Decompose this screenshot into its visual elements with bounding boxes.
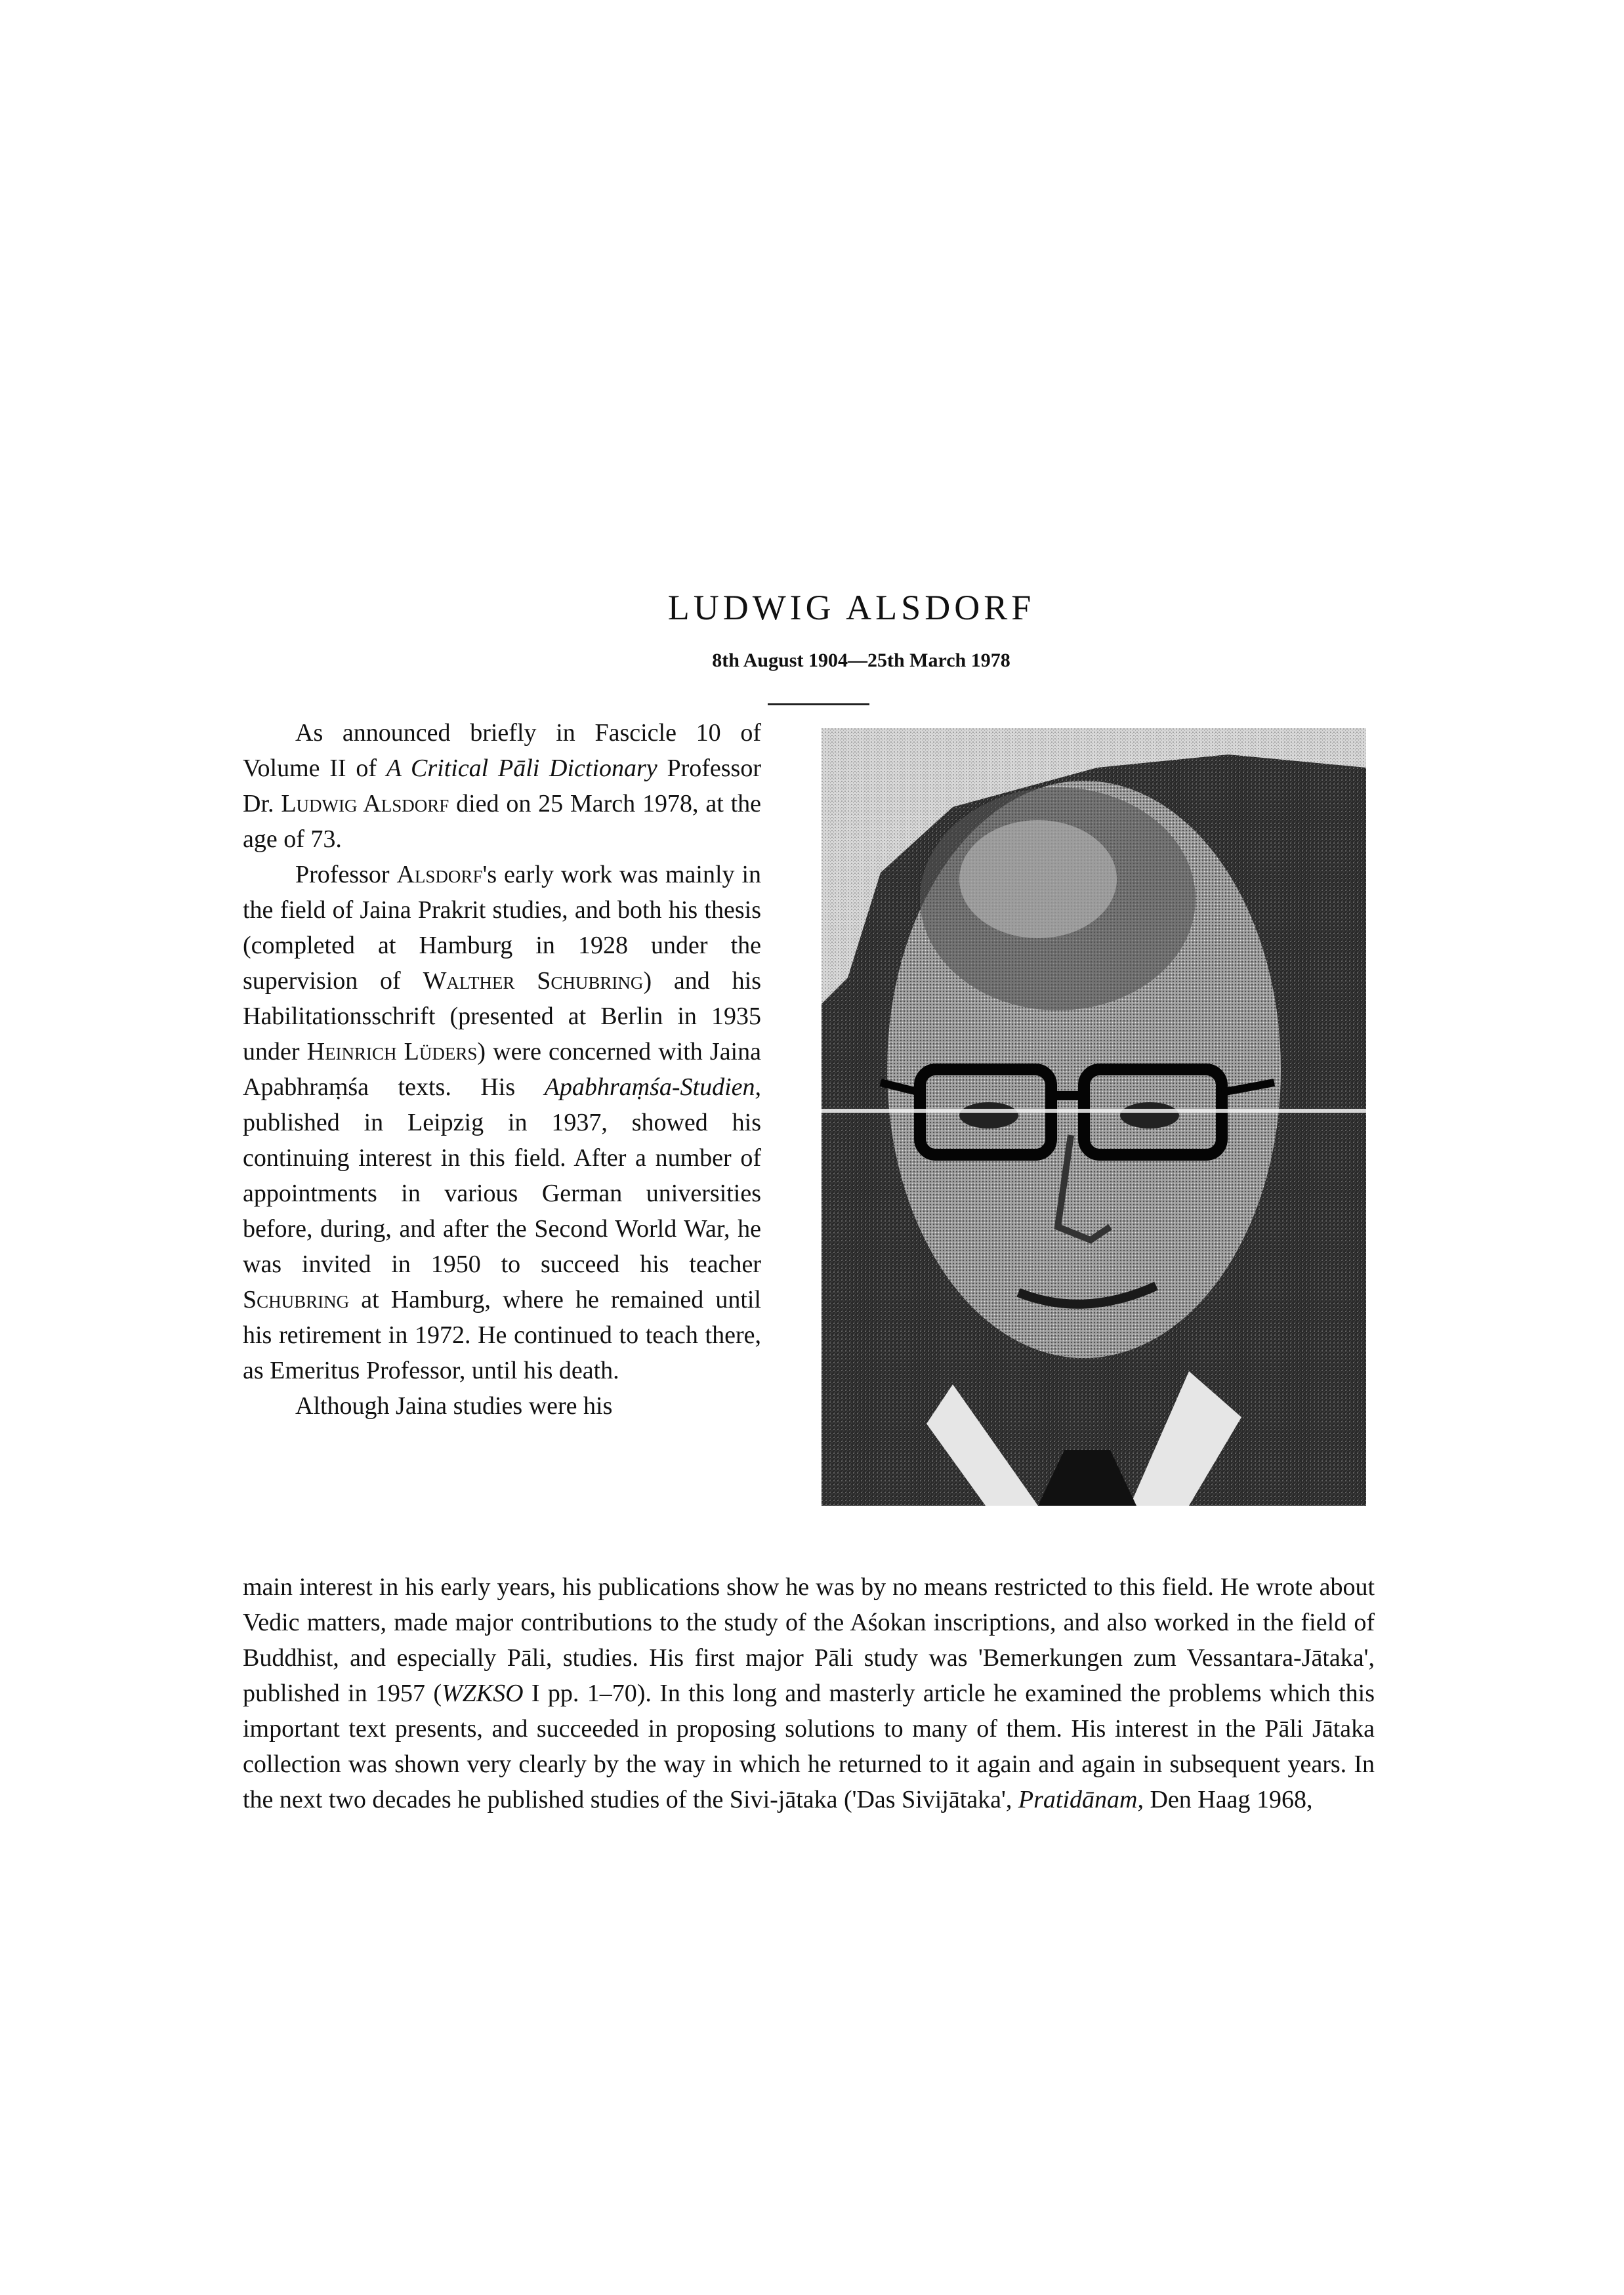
p3-pratidanam-title: Pratidānam, (1018, 1786, 1144, 1813)
p1-name-alsdorf: Ludwig Alsdorf (281, 790, 449, 817)
text-column-narrow (243, 715, 761, 1424)
paragraph-3-start (243, 1388, 761, 1424)
paragraph-1 (243, 715, 761, 857)
p3-journal-title: WZKSO (442, 1680, 524, 1707)
p2-text-3: 's early work was mainly in the field of Jaina Prakrit studies, and both his thesis (completed at Hamburg in 1928 under the supervision of (243, 861, 761, 995)
p2-text-5: ) and his Habilitationsschrift (presented at Berlin in 1935 under (243, 967, 761, 1065)
life-dates: 8th August 1904—25th March 1978 (712, 650, 1010, 671)
p2-book-title: Apabhraṃśa-Studien, (544, 1073, 761, 1101)
text-column-wide (243, 1569, 1375, 1817)
portrait-photo (822, 728, 1366, 1506)
p1-text-1: As announced briefly in Fascicle 10 of Volume II of (243, 719, 761, 782)
p2-text-9: published in Leipzig in 1937, showed his continuing interest in this field. After a number of appointments in various German universities before, during, and after the Second World War, he was invited in 1950 to succeed his teacher (243, 1109, 761, 1278)
page-title: LUDWIG ALSDORF (667, 588, 1035, 627)
p2-text-1: Professor (295, 861, 397, 888)
p2-name-schubring-full: Walther Schubring (423, 967, 644, 995)
p3-text-1: Although Jaina studies were his (295, 1392, 613, 1420)
paragraph-2 (243, 857, 761, 1388)
p1-text-5: died on 25 March 1978, at the age of 73. (243, 790, 762, 853)
p2-name-schubring: Schubring (243, 1286, 350, 1313)
p3-text-2: main interest in his early years, his publications show he was by no means restricted to this field. He wrote about Vedic matters, made major contributions to the study of the Aśokan inscriptions, and also worked in the field of Buddhist, and especially Pāli, studies. His first major Pāli study was 'Bemerkungen zum Vessantara-Jātaka', published in 1957 ( (243, 1573, 1375, 1707)
paragraph-3-continued (243, 1569, 1375, 1817)
p2-text-7: ) were concerned with Jaina Apabhraṃśa texts. His (243, 1038, 761, 1101)
p1-text-3: Professor Dr. (243, 755, 761, 817)
p3-text-6: Den Haag 1968, (1143, 1786, 1313, 1813)
p3-text-4: I pp. 1–70). In this long and masterly article he examined the problems which this important text presents, and succeeded in proposing solutions to many of them. His interest in the Pāli Jātaka collection was shown very clearly by the way in which he returned to it again and again in subsequent years. In the next two decades he published studies of the Sivi-jātaka ('Das Sivijātaka', (243, 1680, 1375, 1813)
portrait-illustration (822, 728, 1366, 1506)
p1-dictionary-title: A Critical Pāli Dictionary (386, 755, 657, 782)
title-divider (768, 703, 869, 705)
p2-text-11: at Hamburg, where he remained until his retirement in 1972. He continued to teach there, as Emeritus Professor, until his death. (243, 1286, 761, 1384)
p2-name-alsdorf: Alsdorf (396, 861, 483, 888)
p2-name-luders: Heinrich Lüders (306, 1038, 478, 1065)
